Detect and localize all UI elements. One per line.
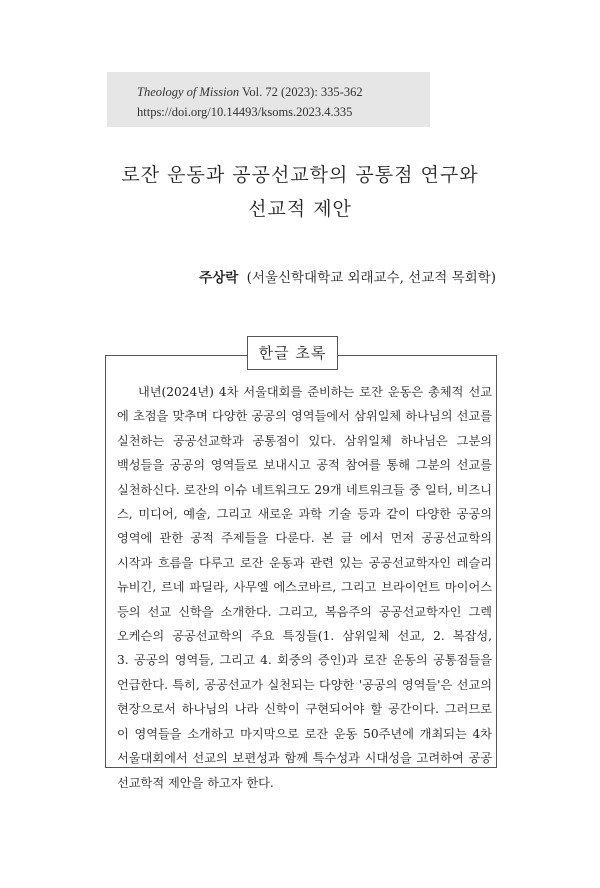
abstract-heading: 한글 초록	[247, 336, 338, 370]
abstract-line: 등의 선교 신학을 소개한다. 그리고, 복음주의 공공선교학자인 그렉	[117, 604, 492, 619]
author-affiliation: (서울신학대학교 외래교수, 선교적 목회학)	[246, 270, 496, 286]
abstract-line: 시작과 흐름을 다루고 로잔 운동과 관련 있는 공공선교학자인 레슬리	[117, 555, 492, 570]
paper-title-line-2: 선교적 제안	[248, 198, 352, 220]
journal-citation-box	[107, 72, 430, 127]
journal-doi: https://doi.org/10.14493/ksoms.2023.4.335	[137, 105, 353, 119]
abstract-line: 서울대회에서 선교의 보편성과 함께 특수성과 시대성을 고려하여 공공	[117, 751, 492, 766]
journal-issue: Vol. 72 (2023): 335-362	[242, 85, 363, 99]
author-block	[199, 266, 496, 286]
abstract-line: 실천하는 공공선교학과 공통점이 있다. 삼위일체 하나님은 그분의	[117, 433, 492, 448]
abstract-line: 에 초점을 맞추며 다양한 공공의 영역들에서 삼위일체 하나님의 선교를	[117, 409, 492, 424]
paper-title-line-1: 로잔 운동과 공공선교학의 공통점 연구와	[121, 164, 479, 186]
abstract-line: 영역에 관한 공적 주제들을 다룬다. 본 글 에서 먼저 공공선교학의	[117, 531, 492, 546]
abstract-line: 언급한다. 특히, 공공선교가 실천되는 다양한 '공공의 영역들'은 선교의	[117, 677, 492, 692]
abstract-line: 현장으로서 하나님의 나라 신학이 구현되어야 할 공간이다. 그러므로	[117, 702, 492, 717]
abstract-line: 내년(2024년) 4차 서울대회를 준비하는 로잔 운동은 총체적 선교	[138, 385, 492, 399]
abstract-line: 스, 미디어, 예술, 그리고 새로운 과학 기술 등과 같이 다양한 공공의	[117, 507, 492, 522]
journal-line	[137, 82, 430, 102]
abstract-line: 이 영역들을 소개하고 마지막으로 로잔 운동 50주년에 개최되는 4차	[117, 726, 492, 741]
abstract-line: 오케슨의 공공선교학의 주요 특징들(1. 삼위일체 선교, 2. 복잡성,	[117, 629, 492, 644]
abstract-line: 백성들을 공공의 영역들로 보내시고 공적 참여를 통해 그분의 선교를	[117, 458, 492, 473]
abstract-line: 뉴비긴, 르네 파딜라, 사무엘 에스코바르, 그리고 브라이언트 마이어스	[117, 580, 492, 595]
journal-name: Theology of Mission	[137, 85, 240, 99]
abstract-line: 선교학적 제안을 하고자 한다.	[117, 775, 274, 790]
abstract-text	[117, 380, 492, 795]
paper-title	[0, 158, 600, 226]
author-name: 주상락	[199, 270, 239, 286]
abstract-line: 3. 공공의 영역들, 그리고 4. 회중의 증인)과 로잔 운동의 공통점들을	[117, 653, 492, 668]
abstract-line: 실천하신다. 로잔의 이슈 네트워크도 29개 네트워크들 중 일터, 비즈니	[117, 482, 492, 497]
